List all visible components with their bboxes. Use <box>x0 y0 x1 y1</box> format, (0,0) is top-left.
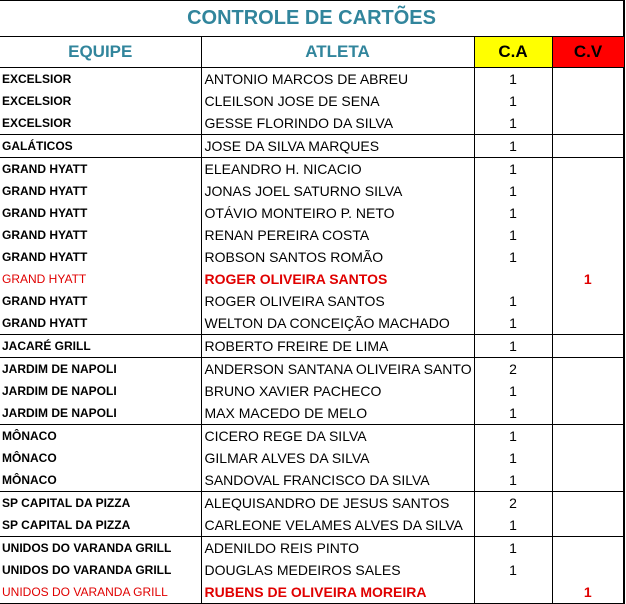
athlete-cell: CICERO REGE DA SILVA <box>201 425 474 448</box>
athlete-cell: ANDERSON SANTANA OLIVEIRA SANTO <box>201 358 474 381</box>
red-card-count: 1 <box>552 268 624 290</box>
athlete-cell: RENAN PEREIRA COSTA <box>201 224 474 246</box>
red-card-count <box>552 514 624 537</box>
team-cell: EXCELSIOR <box>0 112 201 135</box>
team-cell: JARDIM DE NAPOLI <box>0 402 201 425</box>
yellow-card-count: 1 <box>474 180 552 202</box>
table-row <box>0 312 624 335</box>
table-row <box>0 224 624 246</box>
yellow-card-count: 1 <box>474 312 552 335</box>
team-cell: UNIDOS DO VARANDA GRILL <box>0 581 201 604</box>
table-row <box>0 90 624 112</box>
team-cell: GRAND HYATT <box>0 180 201 202</box>
yellow-card-count <box>474 581 552 604</box>
team-cell: JACARÉ GRILL <box>0 335 201 358</box>
red-card-count <box>552 180 624 202</box>
header-yellow-card: C.A <box>474 37 552 68</box>
table-row <box>0 158 624 181</box>
red-card-count <box>552 290 624 312</box>
yellow-card-count: 1 <box>474 425 552 448</box>
red-card-count <box>552 447 624 469</box>
table-row <box>0 358 624 381</box>
red-card-count <box>552 68 624 91</box>
athlete-cell: MAX MACEDO DE MELO <box>201 402 474 425</box>
athlete-cell: ADENILDO REIS PINTO <box>201 537 474 560</box>
title-row <box>0 1 624 37</box>
red-card-count <box>552 135 624 158</box>
yellow-card-count: 1 <box>474 290 552 312</box>
yellow-card-count: 1 <box>474 112 552 135</box>
team-cell: MÔNACO <box>0 425 201 448</box>
red-card-count <box>552 246 624 268</box>
athlete-cell: OTÁVIO MONTEIRO P. NETO <box>201 202 474 224</box>
yellow-card-count: 1 <box>474 537 552 560</box>
table-row <box>0 537 624 560</box>
team-cell: JARDIM DE NAPOLI <box>0 358 201 381</box>
yellow-card-count: 1 <box>474 335 552 358</box>
red-card-count <box>552 559 624 581</box>
table-row <box>0 559 624 581</box>
red-card-count <box>552 112 624 135</box>
athlete-cell: GESSE FLORINDO DA SILVA <box>201 112 474 135</box>
table-row <box>0 180 624 202</box>
yellow-card-count: 1 <box>474 402 552 425</box>
red-card-count <box>552 469 624 492</box>
yellow-card-count: 1 <box>474 158 552 181</box>
red-card-count <box>552 335 624 358</box>
athlete-cell: BRUNO XAVIER PACHECO <box>201 380 474 402</box>
sheet-title: CONTROLE DE CARTÕES <box>0 1 624 37</box>
athlete-cell: JONAS JOEL SATURNO SILVA <box>201 180 474 202</box>
table-row <box>0 492 624 515</box>
team-cell: SP CAPITAL DA PIZZA <box>0 514 201 537</box>
red-card-count <box>552 402 624 425</box>
team-cell: GALÁTICOS <box>0 135 201 158</box>
team-cell: GRAND HYATT <box>0 290 201 312</box>
red-card-count <box>552 537 624 560</box>
athlete-cell: SANDOVAL FRANCISCO DA SILVA <box>201 469 474 492</box>
athlete-cell: ELEANDRO H. NICACIO <box>201 158 474 181</box>
team-cell: MÔNACO <box>0 447 201 469</box>
header-athlete: ATLETA <box>201 37 474 68</box>
header-row <box>0 37 624 68</box>
athlete-cell: CLEILSON JOSE DE SENA <box>201 90 474 112</box>
athlete-cell: RUBENS DE OLIVEIRA MOREIRA <box>201 581 474 604</box>
athlete-cell: JOSE DA SILVA MARQUES <box>201 135 474 158</box>
team-cell: GRAND HYATT <box>0 268 201 290</box>
team-cell: GRAND HYATT <box>0 224 201 246</box>
athlete-cell: WELTON DA CONCEIÇÃO MACHADO <box>201 312 474 335</box>
table-row <box>0 380 624 402</box>
athlete-cell: DOUGLAS MEDEIROS SALES <box>201 559 474 581</box>
table-row <box>0 469 624 492</box>
athlete-cell: ALEQUISANDRO DE JESUS SANTOS <box>201 492 474 515</box>
team-cell: EXCELSIOR <box>0 90 201 112</box>
red-card-count <box>552 312 624 335</box>
red-card-count <box>552 425 624 448</box>
yellow-card-count: 1 <box>474 224 552 246</box>
athlete-cell: CARLEONE VELAMES ALVES DA SILVA <box>201 514 474 537</box>
red-card-count <box>552 158 624 181</box>
team-cell: EXCELSIOR <box>0 68 201 91</box>
team-cell: UNIDOS DO VARANDA GRILL <box>0 559 201 581</box>
yellow-card-count: 1 <box>474 514 552 537</box>
team-cell: GRAND HYATT <box>0 158 201 181</box>
table-row <box>0 581 624 604</box>
red-card-count <box>552 358 624 381</box>
athlete-cell: ROBSON SANTOS ROMÃO <box>201 246 474 268</box>
yellow-card-count: 1 <box>474 68 552 91</box>
yellow-card-count <box>474 268 552 290</box>
team-cell: SP CAPITAL DA PIZZA <box>0 492 201 515</box>
athlete-cell: ROGER OLIVEIRA SANTOS <box>201 268 474 290</box>
yellow-card-count: 1 <box>474 135 552 158</box>
table-row <box>0 68 624 91</box>
table-row <box>0 335 624 358</box>
header-team: EQUIPE <box>0 37 201 68</box>
yellow-card-count: 1 <box>474 90 552 112</box>
yellow-card-count: 1 <box>474 559 552 581</box>
table-row <box>0 290 624 312</box>
yellow-card-count: 1 <box>474 380 552 402</box>
team-cell: UNIDOS DO VARANDA GRILL <box>0 537 201 560</box>
header-red-card: C.V <box>552 37 624 68</box>
table-row <box>0 135 624 158</box>
yellow-card-count: 2 <box>474 492 552 515</box>
table-row <box>0 202 624 224</box>
athlete-cell: ROBERTO FREIRE DE LIMA <box>201 335 474 358</box>
table-row <box>0 268 624 290</box>
red-card-count <box>552 492 624 515</box>
yellow-card-count: 1 <box>474 202 552 224</box>
yellow-card-count: 2 <box>474 358 552 381</box>
red-card-count <box>552 380 624 402</box>
table-row <box>0 514 624 537</box>
team-cell: GRAND HYATT <box>0 246 201 268</box>
red-card-count <box>552 202 624 224</box>
team-cell: GRAND HYATT <box>0 312 201 335</box>
team-cell: JARDIM DE NAPOLI <box>0 380 201 402</box>
yellow-card-count: 1 <box>474 246 552 268</box>
yellow-card-count: 1 <box>474 469 552 492</box>
table-row <box>0 447 624 469</box>
red-card-count <box>552 90 624 112</box>
red-card-count <box>552 224 624 246</box>
athlete-cell: ANTONIO MARCOS DE ABREU <box>201 68 474 91</box>
table-row <box>0 112 624 135</box>
team-cell: MÔNACO <box>0 469 201 492</box>
table-row <box>0 402 624 425</box>
team-cell: GRAND HYATT <box>0 202 201 224</box>
table-row <box>0 246 624 268</box>
red-card-count: 1 <box>552 581 624 604</box>
cards-table-body <box>0 1 624 604</box>
yellow-card-count: 1 <box>474 447 552 469</box>
table-row <box>0 425 624 448</box>
athlete-cell: GILMAR ALVES DA SILVA <box>201 447 474 469</box>
athlete-cell: ROGER OLIVEIRA SANTOS <box>201 290 474 312</box>
